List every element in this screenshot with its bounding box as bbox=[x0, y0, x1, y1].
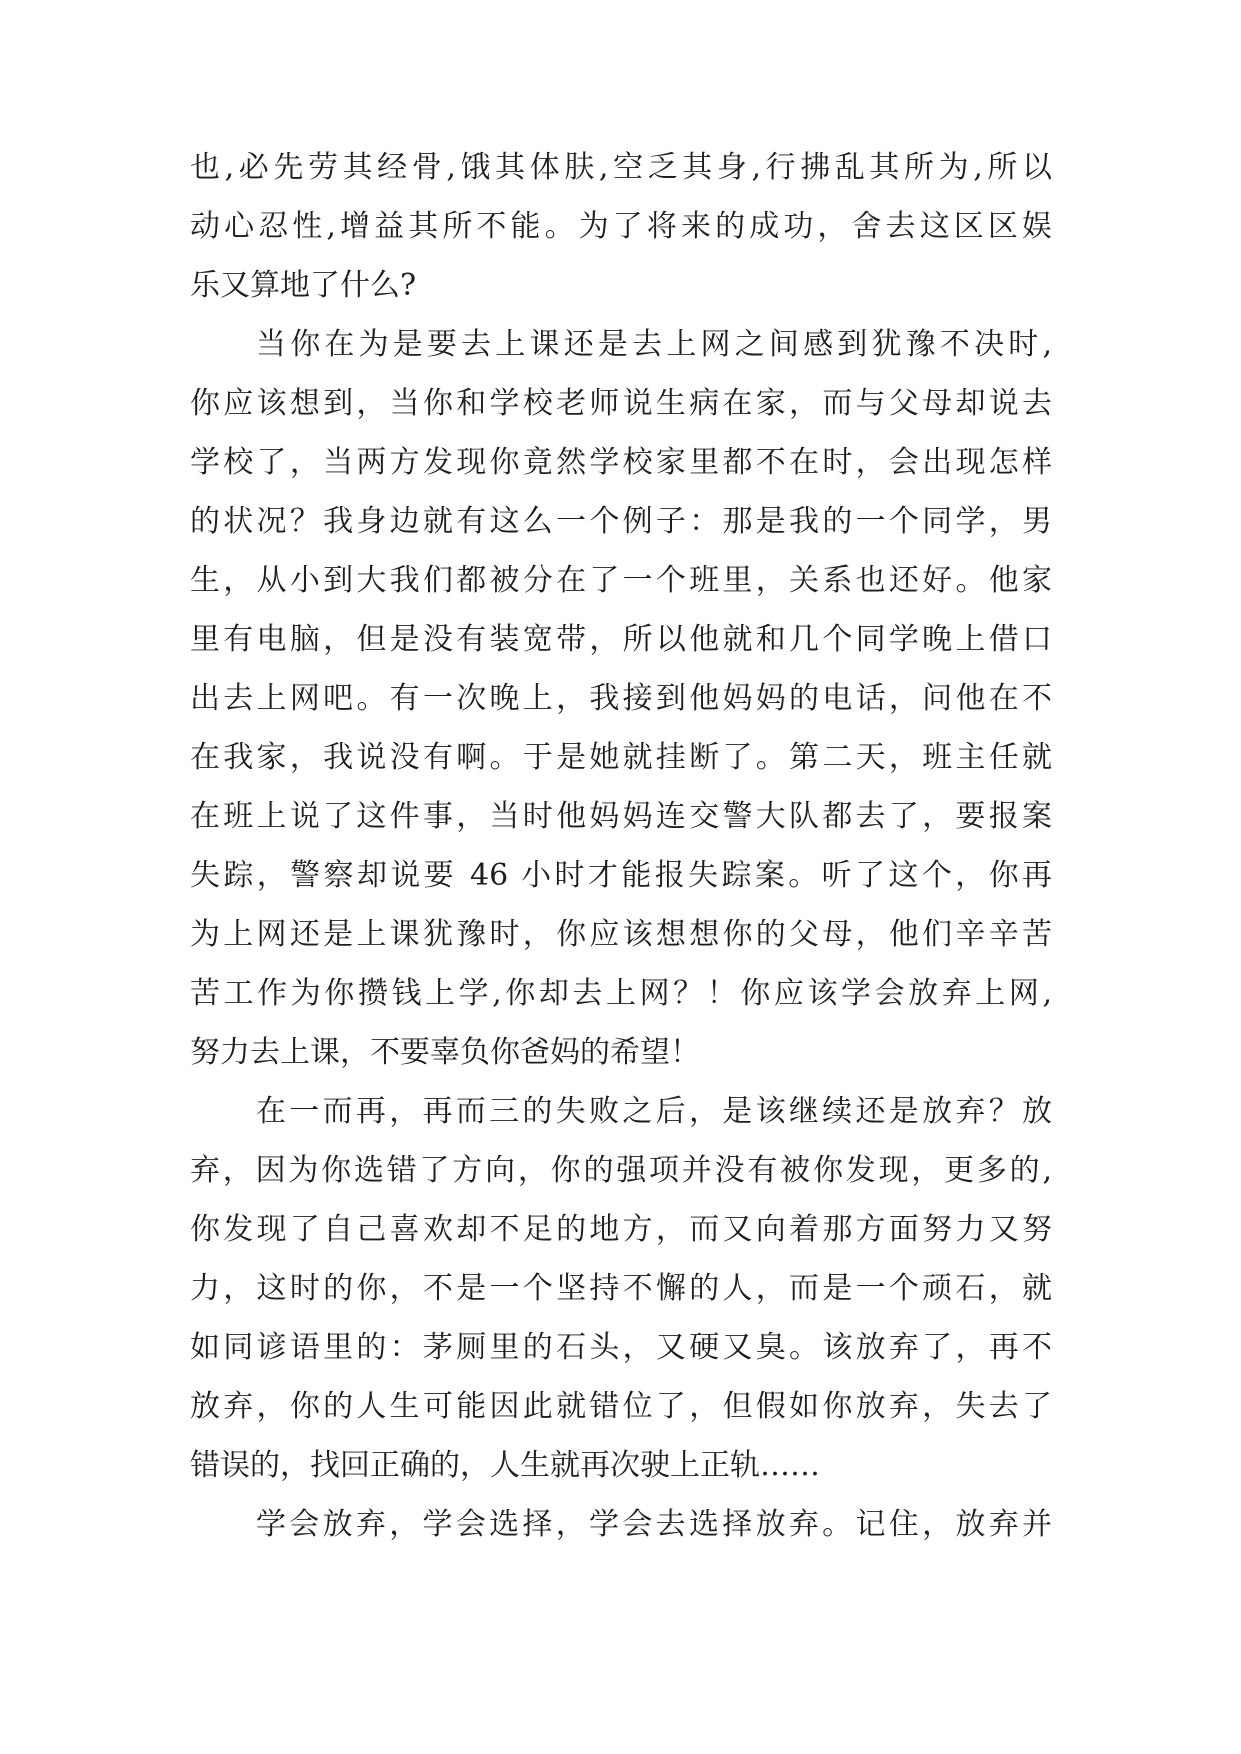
text-line: 你发现了自己喜欢却不足的地方，而又向着那方面努力又努 bbox=[190, 1212, 1052, 1247]
text-line: 放弃，你的人生可能因此就错位了，但假如你放弃，失去了 bbox=[190, 1389, 1052, 1424]
text-line: 失踪，警察却说要 46 小时才能报失踪案。听了这个，你再 bbox=[190, 858, 1052, 893]
text-line: 苦工作为你攒钱上学,你却去上网？！你应该学会放弃上网, bbox=[190, 976, 1052, 1011]
text-line: 你应该想到，当你和学校老师说生病在家，而与父母却说去 bbox=[190, 386, 1052, 421]
paragraph-first-line: 当你在为是要去上课还是去上网之间感到犹豫不决时, bbox=[256, 327, 1052, 362]
text-line: 生，从小到大我们都被分在了一个班里，关系也还好。他家 bbox=[190, 563, 1052, 598]
text-line: 也,必先劳其经骨,饿其体肤,空乏其身,行拂乱其所为,所以 bbox=[190, 150, 1052, 185]
paragraph-first-line: 学会放弃，学会选择，学会去选择放弃。记住，放弃并 bbox=[256, 1507, 1052, 1542]
text-line: 乐又算地了什么? bbox=[190, 268, 417, 303]
text-line: 在我家，我说没有啊。于是她就挂断了。第二天，班主任就 bbox=[190, 740, 1052, 775]
text-line: 为上网还是上课犹豫时，你应该想想你的父母，他们辛辛苦 bbox=[190, 917, 1052, 952]
paragraph-first-line: 在一而再，再而三的失败之后，是该继续还是放弃？放 bbox=[256, 1094, 1052, 1129]
text-line: 的状况？我身边就有这么一个例子：那是我的一个同学，男 bbox=[190, 504, 1052, 539]
text-line: 如同谚语里的：茅厕里的石头，又硬又臭。该放弃了，再不 bbox=[190, 1330, 1052, 1365]
text-line: 里有电脑，但是没有装宽带，所以他就和几个同学晚上借口 bbox=[190, 622, 1052, 657]
text-line: 动心忍性,增益其所不能。为了将来的成功，舍去这区区娱 bbox=[190, 209, 1052, 244]
text-line: 弃，因为你选错了方向，你的强项并没有被你发现，更多的, bbox=[190, 1153, 1052, 1188]
text-line: 努力去上课，不要辜负你爸妈的希望！ bbox=[190, 1035, 700, 1070]
text-line: 学校了，当两方发现你竟然学校家里都不在时，会出现怎样 bbox=[190, 445, 1052, 480]
text-line: 出去上网吧。有一次晚上，我接到他妈妈的电话，问他在不 bbox=[190, 681, 1052, 716]
text-line: 错误的，找回正确的，人生就再次驶上正轨…… bbox=[190, 1448, 820, 1483]
text-line: 在班上说了这件事，当时他妈妈连交警大队都去了，要报案 bbox=[190, 799, 1052, 834]
text-line: 力，这时的你，不是一个坚持不懈的人，而是一个顽石，就 bbox=[190, 1271, 1052, 1306]
